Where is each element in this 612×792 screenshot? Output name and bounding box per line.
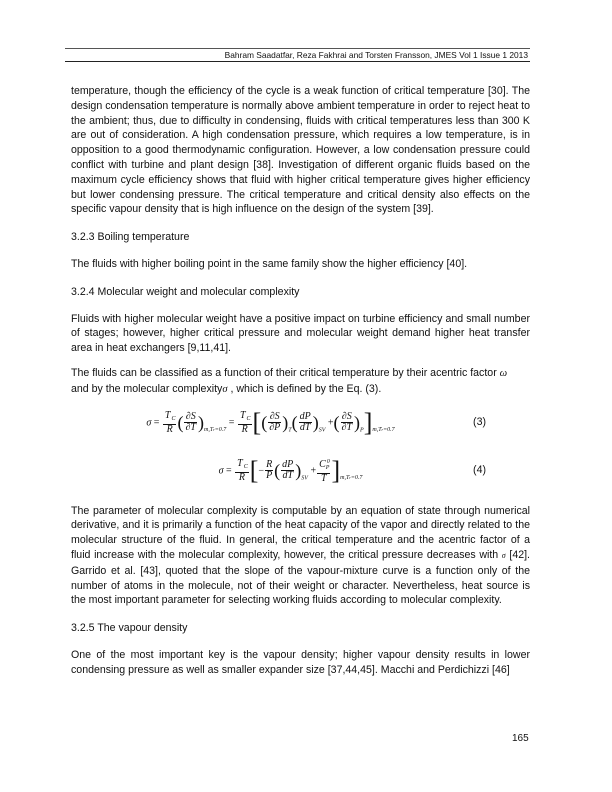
eq-sigma: σ xyxy=(218,464,224,476)
section-heading-3-2-4: 3.2.4 Molecular weight and molecular complexity xyxy=(71,285,300,298)
fraction-cp-t: $\frac{C^0_P}{T}$ xyxy=(319,458,330,485)
fraction-tc-r: $\frac{T_C}{R}$ xyxy=(164,409,176,435)
eq-equals: = xyxy=(228,416,235,428)
running-head: Bahram Saadatfar, Reza Fakhrai and Torsten Fransson, JMES Vol 1 Issue 1 2013 xyxy=(224,50,528,60)
paragraph-molecular-complexity xyxy=(71,504,530,609)
paragraph-classification xyxy=(71,366,530,398)
header-rule-top xyxy=(65,48,530,49)
page-body xyxy=(71,84,530,678)
fraction-tc-r: $\frac{T_C}{R}$ xyxy=(239,409,251,435)
text: and by the molecular complexity xyxy=(71,382,223,395)
text: The parameter of molecular complexity is computable by an equation of state through numerical derivative, and it is primarily a function of the heat capacity of the vapor and directly related to the molecular structure of the fluid. In general, the critical temperature and the acentric factor of a fluid increase with the molecular complexity, however, the critical pressure decreases with xyxy=(71,504,530,561)
equation-number-3: (3) xyxy=(473,415,486,428)
section-heading-3-2-5: 3.2.5 The vapour density xyxy=(71,622,188,635)
fraction-ds-dt: $\frac{\partial S}{\partial T}$ xyxy=(341,411,353,434)
section-heading-3-2-3: 3.2.3 Boiling temperature xyxy=(71,231,190,244)
paragraph-molecular-weight: Fluids with higher molecular weight have a positive impact on turbine efficiency and small number of stages; however, higher critical pressure and molecular weight demand higher heat transfer area in heat exchangers [9,11,41]. xyxy=(71,312,530,355)
paragraph-critical-temperature: temperature, though the efficiency of the cycle is a weak function of critical temperature [30]. The design condensation temperature is normally above ambient temperature in order to reject heat to the ambient; thus, due to difficulty in condensing, fluids with critical temperatures less than 300 K are out of consideration. A high condensation pressure, which requires a low temperature, is in opposition to a good thermodynamic configuration. However, a low condensation pressure could conflict with turbine and plant design [38]. Investigation of different organic fluids based on the maximum cycle efficiency shows that fluid with higher critical temperature gives higher efficiency but lower condensing pressure. The critical temperature and critical density also effects on the specific vapour density that is high influence on the design of the system [39]. xyxy=(71,85,530,216)
paragraph-boiling-temperature: The fluids with higher boiling point in the same family show the higher efficiency [40]. xyxy=(71,257,468,270)
fraction-ds-dt: $\frac{\partial S}{\partial T}$ xyxy=(185,411,196,434)
eq-equals: = xyxy=(153,416,160,428)
text: , which is defined by the Eq. (3). xyxy=(227,382,382,395)
equation-number-4: (4) xyxy=(473,463,486,476)
text: The fluids can be classified as a function of their critical temperature by their acentric factor xyxy=(71,366,500,379)
sigma-symbol: σ xyxy=(222,383,228,395)
fraction-dp-dt: $\frac{dP}{dT}$ xyxy=(299,411,311,434)
omega-symbol: ω xyxy=(499,367,508,379)
sigma-symbol: σ xyxy=(501,550,506,560)
equation-3: σ = $\frac{T_C}{R}$ ( $\frac{\partial S}{\partial T}$ )$_{m,Tr=0.7}$ = $\frac{T_C}{R}$ [( $\frac{\partial S}{\partial P}$ )$_T$( $\frac{dP}{dT}$ )$_{SV}$ +( $\frac{\partial S}{\partial T}$ )$_P]_{m,Tr=0.7}$ (3) xyxy=(146,407,486,437)
paragraph-vapour-density: One of the most important key is the vapour density; higher vapour density results in lower condensing pressure as well as smaller expander size [37,44,45]. Macchi and Perdichizzi [46] xyxy=(71,648,530,676)
fraction-r-p: $\frac{R}{P}$ xyxy=(266,459,273,482)
header-rule-bottom xyxy=(65,61,530,62)
fraction-dp-dt: $\frac{dP}{dT}$ xyxy=(282,459,294,482)
equation-4: σ = $\frac{T_C}{R}$ [− $\frac{R}{P}$ ( $\frac{dP}{dT}$ )$_{SV}$ + $\frac{C^0_P}{T}$ ]$_{m,Tr=0.7}$ (4) xyxy=(218,455,486,485)
eq-sigma: σ xyxy=(146,416,152,428)
page-number: 165 xyxy=(512,733,529,744)
text: [42]. Garrido et al. [43], quoted that the slope of the vapour-mixture curve is a function only of the number of atoms in the molecule, not of their weight or character. Nevertheless, heat source is the most important parameter for selecting working fluids according to molecular complexity. xyxy=(71,548,530,607)
fraction-tc-r: $\frac{T_C}{R}$ xyxy=(237,457,248,483)
fraction-ds-dp: $\frac{\partial S}{\partial P}$ xyxy=(269,411,281,434)
